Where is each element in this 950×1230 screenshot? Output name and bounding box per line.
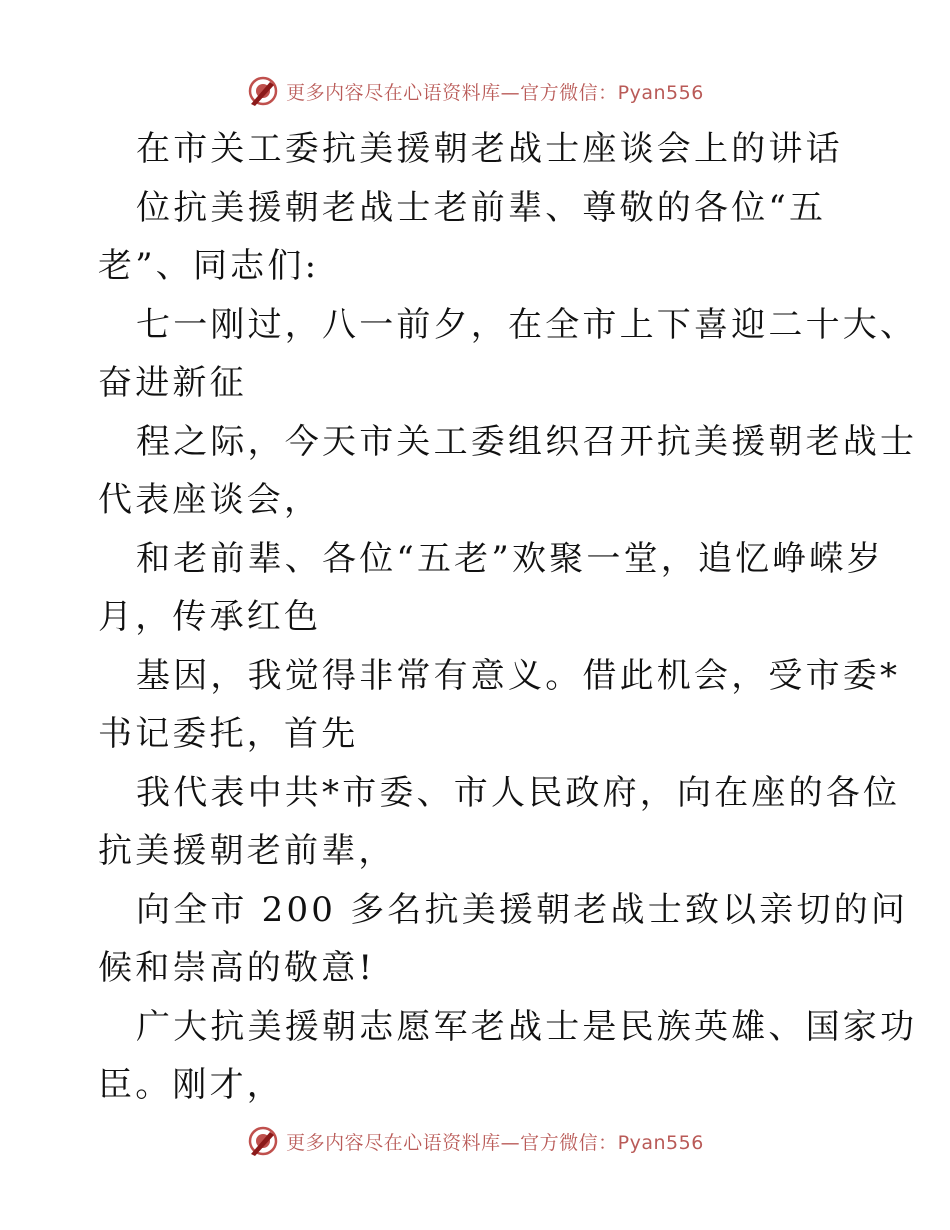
text-line: 位抗美援朝老战士老前辈、尊敬的各位“五 — [136, 187, 827, 228]
text-line: 抗美援朝老前辈， — [98, 831, 396, 871]
text-line: 奋进新征 — [98, 363, 247, 403]
text-line: 基因，我觉得非常有意义。借此机会，受市委* — [136, 655, 901, 696]
text-line: 七一刚过，八一前夕，在全市上下喜迎二十大、 — [136, 304, 918, 345]
watermark-header — [0, 74, 950, 108]
pen-logo-icon — [246, 74, 280, 108]
watermark-footer — [0, 1124, 950, 1158]
text-line: 月，传承红色 — [98, 597, 322, 637]
text-line: 书记委托，首先 — [98, 714, 359, 754]
watermark-text: 更多内容尽在心语资料库—官方微信：Pyan556 — [286, 1131, 704, 1154]
text-line: 广大抗美援朝志愿军老战士是民族英雄、国家功 — [136, 1006, 918, 1047]
text-line: 候和崇高的敬意! — [98, 948, 376, 988]
text-line: 和老前辈、各位“五老”欢聚一堂，追忆峥嵘岁 — [136, 538, 884, 579]
document-body — [98, 120, 918, 1115]
pen-logo-icon — [246, 1124, 280, 1158]
text-line: 老”、同志们: — [98, 246, 320, 286]
text-line: 向全市 200 多名抗美援朝老战士致以亲切的问 — [136, 889, 909, 930]
text-line: 在市关工委抗美援朝老战士座谈会上的讲话 — [136, 129, 843, 169]
text-line: 代表座谈会， — [98, 480, 322, 520]
watermark-text: 更多内容尽在心语资料库—官方微信：Pyan556 — [286, 81, 704, 104]
text-line: 臣。刚才， — [98, 1065, 284, 1105]
text-line: 程之际，今天市关工委组织召开抗美援朝老战士 — [136, 421, 918, 462]
text-line: 我代表中共*市委、市人民政府，向在座的各位 — [136, 772, 901, 813]
